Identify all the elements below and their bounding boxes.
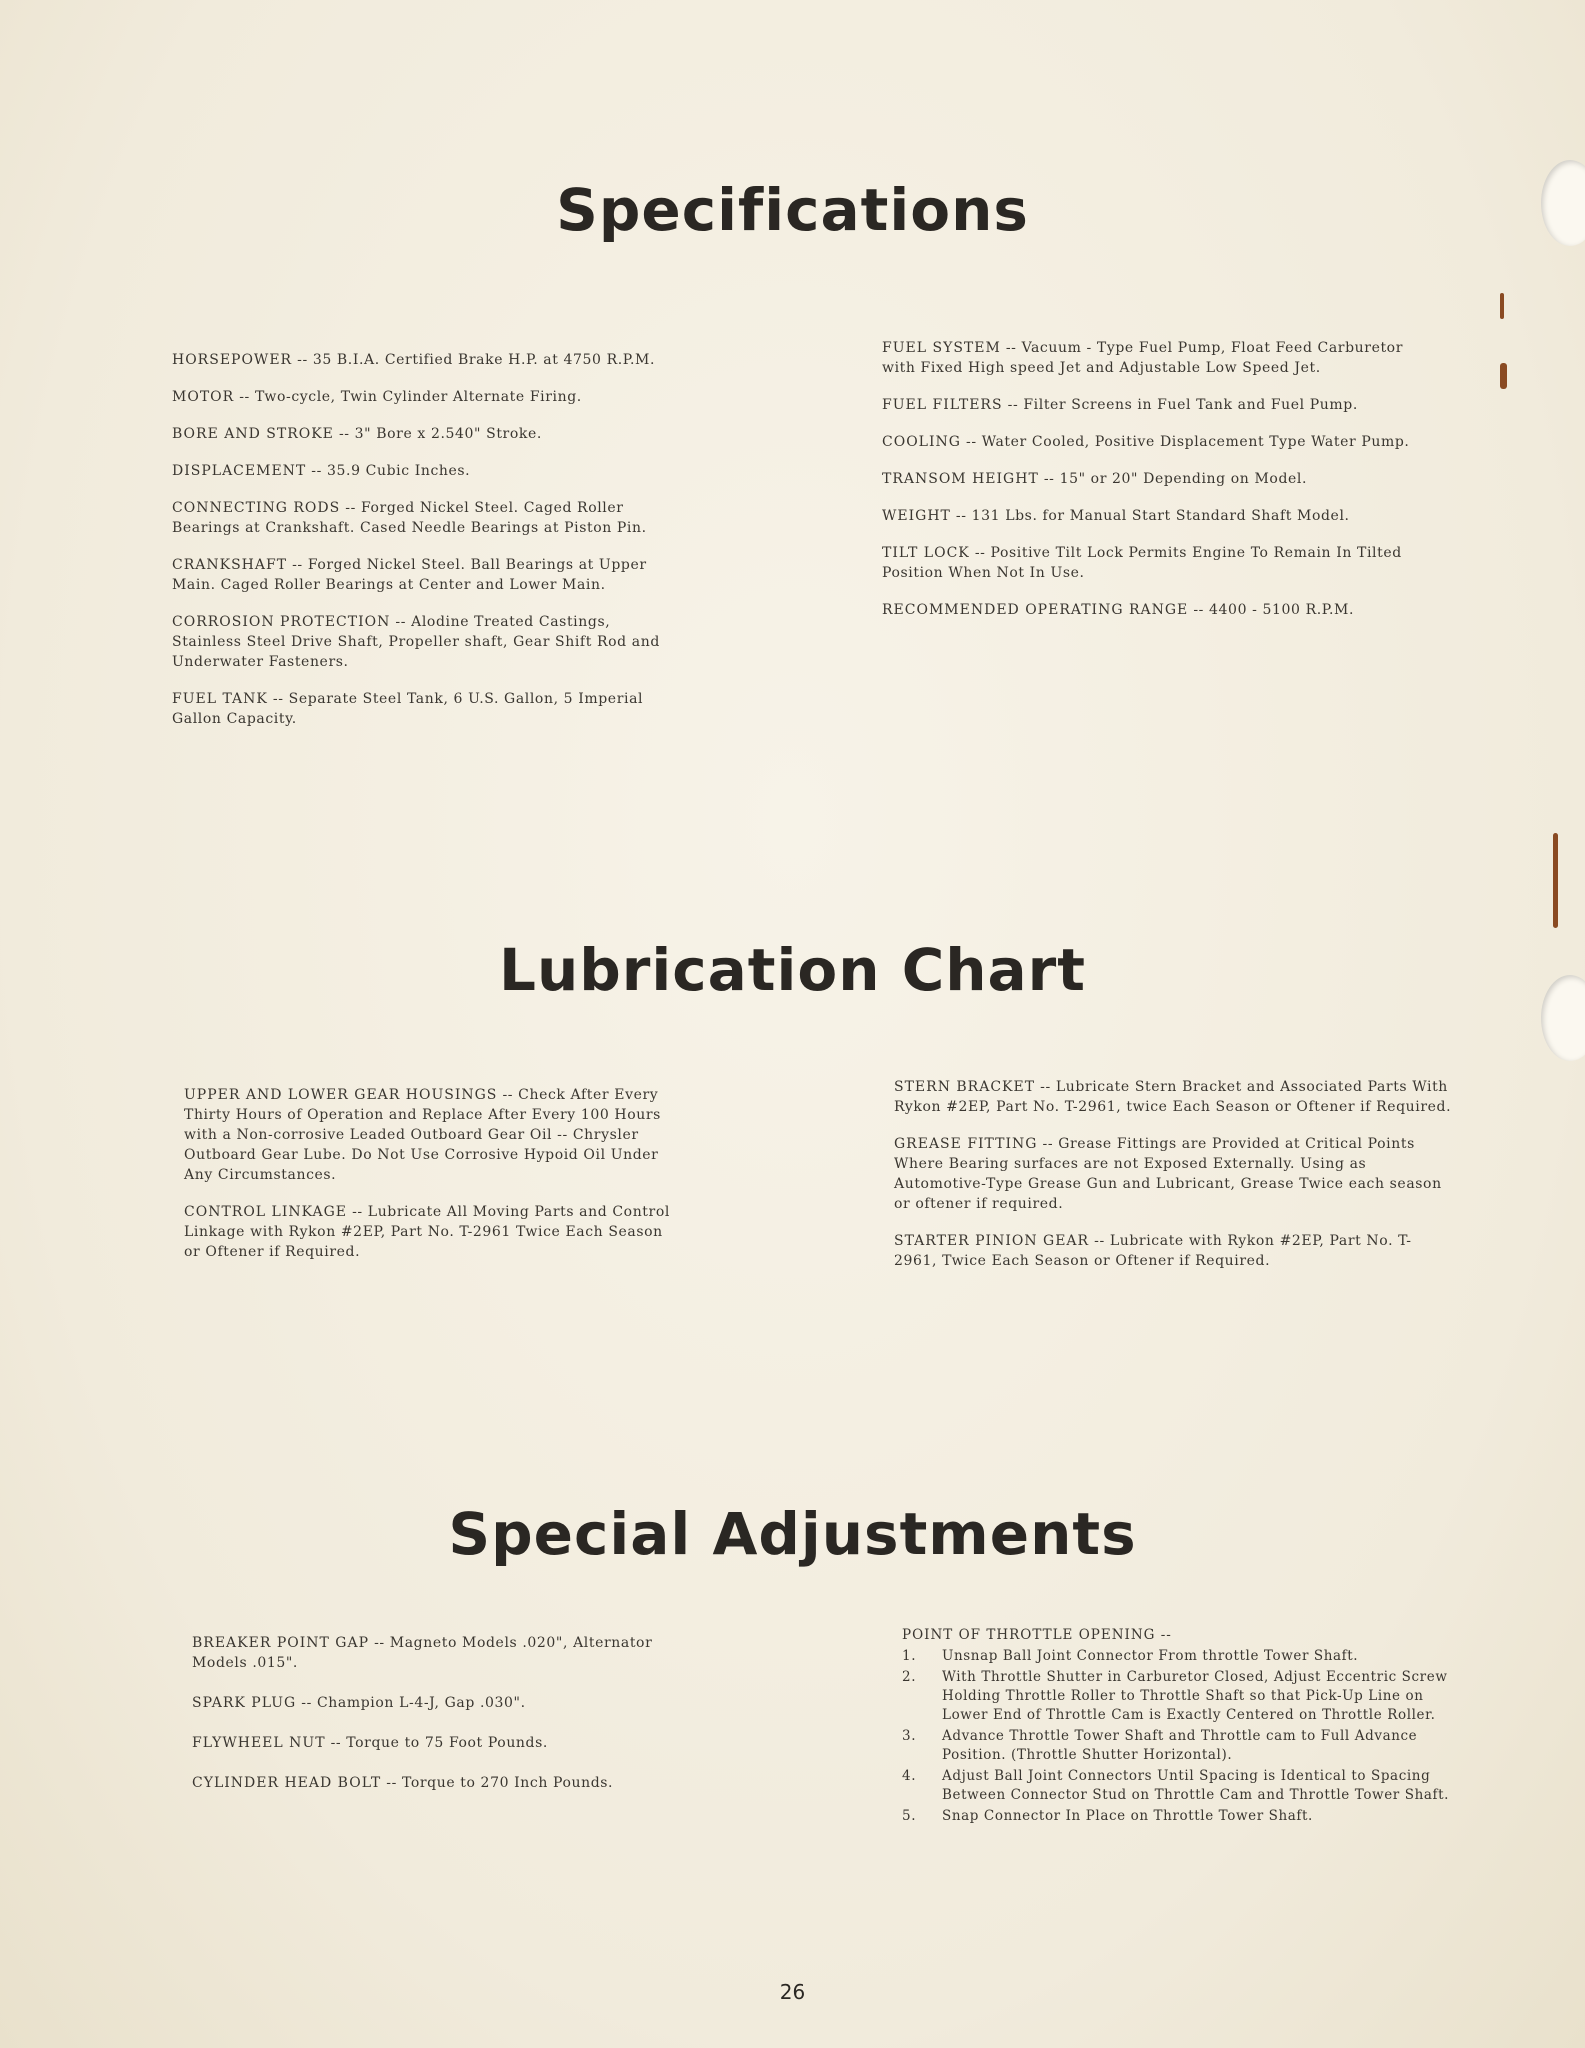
rust-stain [1500,293,1504,319]
spec-term: HORSEPOWER [172,352,293,368]
spec-text: Separate Steel Tank, 6 U.S. Gallon, 5 Imperial Gallon Capacity. [172,691,644,727]
spec-text: Forged Nickel Steel. Ball Bearings at Upper Main. Caged Roller Bearings at Center and Lower Main. [172,557,647,593]
list-item [902,1647,1462,1666]
adjustment-term: FLYWHEEL NUT [192,1735,326,1751]
list-item [902,1767,1462,1805]
lubrication-chart-title: Lubrication Chart [498,936,1087,1004]
spec-text: Two-cycle, Twin Cylinder Alternate Firing. [254,389,582,405]
adjustment-text: Champion L-4-J, Gap .030". [317,1695,526,1711]
spec-term: RECOMMENDED OPERATING RANGE [882,602,1189,618]
spec-entry: CRANKSHAFT -- Forged Nickel Steel. Ball Bearings at Upper Main. Caged Roller Bearings at Center and Lower Main. [172,557,647,593]
lubrication-term: STERN BRACKET [894,1079,1036,1095]
spec-term: CONNECTING RODS [172,500,341,516]
specifications-right-column [882,338,1412,637]
spec-entry: MOTOR -- Two-cycle, Twin Cylinder Alternate Firing. [172,389,582,405]
spec-entry: FUEL TANK -- Separate Steel Tank, 6 U.S. Gallon, 5 Imperial Gallon Capacity. [172,691,644,727]
spec-text: 15" or 20" Depending on Model. [1059,471,1308,487]
spec-entry: COOLING -- Water Cooled, Positive Displacement Type Water Pump. [882,434,1410,450]
adjustment-text: Torque to 270 Inch Pounds. [401,1775,614,1791]
list-item [902,1668,1462,1725]
list-item [902,1727,1462,1765]
lubrication-left-column [184,1085,684,1279]
step-number: 3. [902,1728,917,1744]
lubrication-term: STARTER PINION GEAR [894,1233,1090,1249]
adjustment-term: SPARK PLUG [192,1695,297,1711]
step-text: Adjust Ball Joint Connectors Until Spacing is Identical to Spacing Between Connector Stud on Throttle Cam and Throttle Tower Shaft. [942,1768,1450,1803]
lubrication-term: GREASE FITTING [894,1136,1038,1152]
spec-entry: HORSEPOWER -- 35 B.I.A. Certified Brake H.P. at 4750 R.P.M. [172,352,656,368]
lubrication-term: UPPER AND LOWER GEAR HOUSINGS [184,1087,498,1103]
spec-text: Positive Tilt Lock Permits Engine To Remain In Tilted Position When Not In Use. [882,545,1402,581]
spec-text: 3" Bore x 2.540" Stroke. [354,426,542,442]
spec-term: CORROSION PROTECTION [172,614,391,630]
spec-entry: BORE AND STROKE -- 3" Bore x 2.540" Stroke. [172,426,542,442]
lubrication-term: CONTROL LINKAGE [184,1204,348,1220]
adjustment-entry: CYLINDER HEAD BOLT -- Torque to 270 Inch Pounds. [192,1775,614,1791]
spec-entry: CONNECTING RODS -- Forged Nickel Steel. Caged Roller Bearings at Crankshaft. Cased Needle Bearings at Piston Pin. [172,500,647,536]
step-number: 5. [902,1808,917,1824]
step-number: 2. [902,1669,917,1685]
lubrication-text: Grease Fittings are Provided at Critical Points Where Bearing surfaces are not Exposed Externally. Using as Automotive-Type Grease Gun and Lubricant, Grease Twice each season or oftener if required. [894,1136,1442,1212]
spec-text: Vacuum - Type Fuel Pump, Float Feed Carburetor with Fixed High speed Jet and Adjustable Low Speed Jet. [882,340,1404,376]
step-text: Snap Connector In Place on Throttle Tower Shaft. [942,1808,1313,1824]
spec-entry: FUEL FILTERS -- Filter Screens in Fuel Tank and Fuel Pump. [882,397,1358,413]
spec-text: 4400 - 5100 R.P.M. [1209,602,1354,618]
rust-stain [1500,363,1507,389]
spec-text: 131 Lbs. for Manual Start Standard Shaft Model. [971,508,1350,524]
spec-entry: TRANSOM HEIGHT -- 15" or 20" Depending on Model. [882,471,1308,487]
adjustment-entry: BREAKER POINT GAP -- Magneto Models .020", Alternator Models .015". [192,1635,653,1671]
lubrication-text: Lubricate with Rykon #2EP, Part No. T-2961, Twice Each Season or Oftener if Required. [894,1233,1412,1269]
adjustment-entry: SPARK PLUG -- Champion L-4-J, Gap .030". [192,1695,526,1711]
spec-term: MOTOR [172,389,235,405]
adjustment-text: Magneto Models .020", Alternator Models .015". [192,1635,653,1671]
spec-term: COOLING [882,434,961,450]
adjustment-entry: FLYWHEEL NUT -- Torque to 75 Foot Pounds. [192,1735,548,1751]
throttle-steps-list [902,1647,1462,1826]
spec-term: CRANKSHAFT [172,557,288,573]
rust-stain [1553,833,1558,928]
lubrication-text: Check After Every Thirty Hours of Operation and Replace After Every 100 Hours with a Non-corrosive Leaded Outboard Gear Oil -- Chrysler Outboard Gear Lube. Do Not Use Corrosive Hypoid Oil Under Any Circumstances. [184,1087,661,1183]
lubrication-entry: GREASE FITTING -- Grease Fittings are Provided at Critical Points Where Bearing surfaces are not Exposed Externally. Using as Automotive-Type Grease Gun and Lubricant, Grease Twice each season or oftener if required. [894,1136,1442,1212]
spec-term: FUEL FILTERS [882,397,1003,413]
specifications-title: Specifications [556,176,1029,244]
lubrication-entry: CONTROL LINKAGE -- Lubricate All Moving Parts and Control Linkage with Rykon #2EP, Part No. T-2961 Twice Each Season or Oftener if Required. [184,1204,670,1260]
spec-entry: TILT LOCK -- Positive Tilt Lock Permits Engine To Remain In Tilted Position When Not In Use. [882,545,1402,581]
spec-term: TRANSOM HEIGHT [882,471,1039,487]
lubrication-text: Lubricate Stern Bracket and Associated Parts With Rykon #2EP, Part No. T-2961, twice Each Season or Oftener if Required. [894,1079,1452,1115]
page-number: 26 [779,1980,806,2004]
spec-entry: WEIGHT -- 131 Lbs. for Manual Start Standard Shaft Model. [882,508,1350,524]
adjustments-right-column [902,1626,1462,1828]
step-text: With Throttle Shutter in Carburetor Closed, Adjust Eccentric Screw Holding Throttle Roller to Throttle Shaft so that Pick-Up Line on Lower End of Throttle Cam is Exactly Centered on Throttle Roller. [942,1669,1448,1723]
step-number: 1. [902,1648,917,1664]
lubrication-right-column [894,1077,1454,1288]
step-text: Advance Throttle Tower Shaft and Throttle cam to Full Advance Position. (Throttle Shutter Horizontal). [942,1728,1418,1763]
spec-entry: CORROSION PROTECTION -- Alodine Treated Castings, Stainless Steel Drive Shaft, Propeller shaft, Gear Shift Rod and Underwater Fasteners. [172,614,660,670]
lubrication-entry: UPPER AND LOWER GEAR HOUSINGS -- Check After Every Thirty Hours of Operation and Replace After Every 100 Hours with a Non-corrosive Leaded Outboard Gear Oil -- Chrysler Outboard Gear Lube. Do Not Use Corrosive Hypoid Oil Under Any Circumstances. [184,1087,661,1183]
lubrication-entry: STERN BRACKET -- Lubricate Stern Bracket and Associated Parts With Rykon #2EP, Part No. T-2961, twice Each Season or Oftener if Required. [894,1079,1452,1115]
spec-entry: FUEL SYSTEM -- Vacuum - Type Fuel Pump, Float Feed Carburetor with Fixed High speed Jet and Adjustable Low Speed Jet. [882,340,1404,376]
lubrication-entry: STARTER PINION GEAR -- Lubricate with Rykon #2EP, Part No. T-2961, Twice Each Season or Oftener if Required. [894,1233,1412,1269]
spec-term: DISPLACEMENT [172,463,307,479]
step-text: Unsnap Ball Joint Connector From throttle Tower Shaft. [942,1648,1359,1664]
special-adjustments-title: Special Adjustments [448,1500,1137,1568]
throttle-opening-heading: POINT OF THROTTLE OPENING -- [902,1627,1172,1643]
adjustments-left-column [192,1633,672,1813]
specifications-left-column [172,350,672,746]
spec-entry: DISPLACEMENT -- 35.9 Cubic Inches. [172,463,471,479]
lubrication-text: Lubricate All Moving Parts and Control Linkage with Rykon #2EP, Part No. T-2961 Twice Each Season or Oftener if Required. [184,1204,670,1260]
adjustment-term: CYLINDER HEAD BOLT [192,1775,382,1791]
spec-term: FUEL SYSTEM [882,340,1001,356]
spec-entry: RECOMMENDED OPERATING RANGE -- 4400 - 5100 R.P.M. [882,602,1354,618]
spec-text: Alodine Treated Castings, Stainless Steel Drive Shaft, Propeller shaft, Gear Shift Rod and Underwater Fasteners. [172,614,660,670]
step-number: 4. [902,1768,917,1784]
spec-text: Filter Screens in Fuel Tank and Fuel Pump. [1023,397,1358,413]
spec-term: BORE AND STROKE [172,426,334,442]
list-item [902,1807,1462,1826]
spec-term: FUEL TANK [172,691,268,707]
spec-text: 35.9 Cubic Inches. [327,463,471,479]
spec-text: 35 B.I.A. Certified Brake H.P. at 4750 R.P.M. [312,352,656,368]
adjustment-term: BREAKER POINT GAP [192,1635,370,1651]
adjustment-text: Torque to 75 Foot Pounds. [346,1735,548,1751]
spec-text: Forged Nickel Steel. Caged Roller Bearings at Crankshaft. Cased Needle Bearings at Piston Pin. [172,500,647,536]
spec-term: WEIGHT [882,508,951,524]
spec-text: Water Cooled, Positive Displacement Type Water Pump. [981,434,1410,450]
spec-term: TILT LOCK [882,545,970,561]
